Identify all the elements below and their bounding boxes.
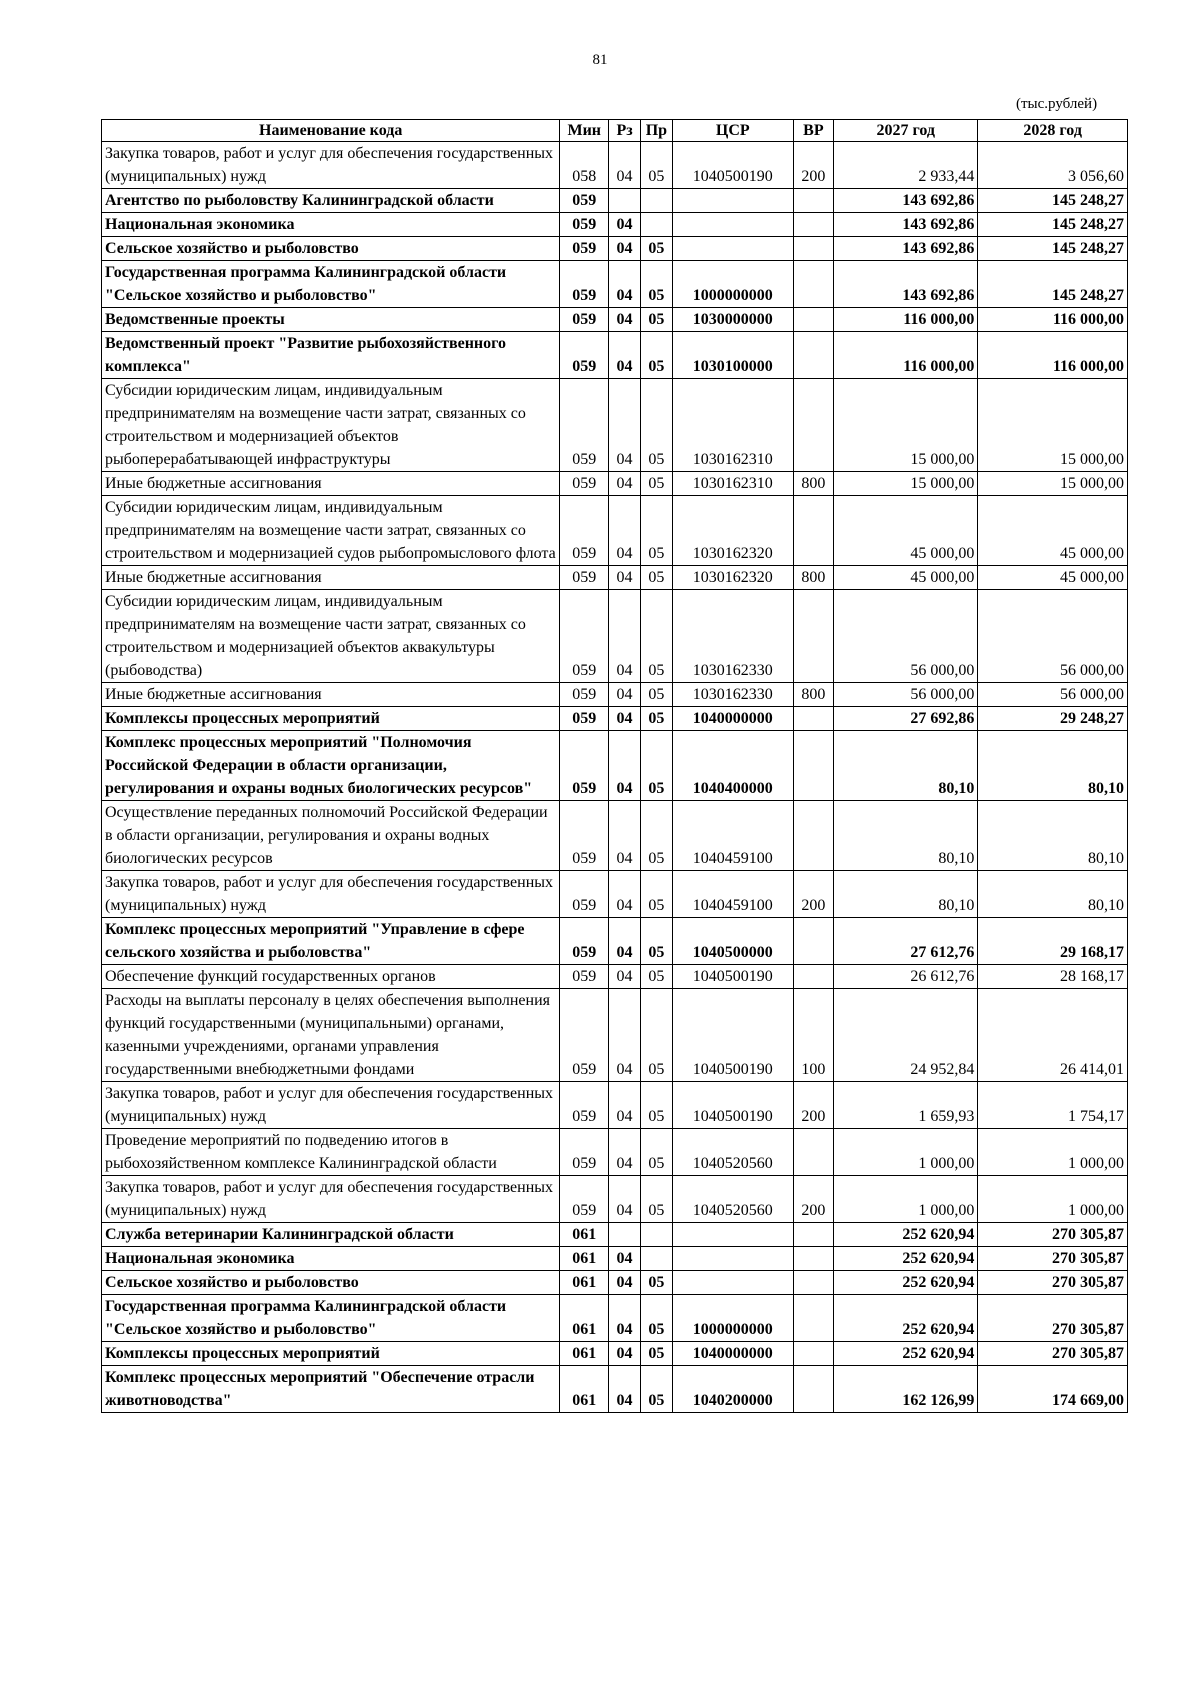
row-name: Субсидии юридическим лицам, индивидуальным предпринимателям на возмещение части затрат, связанных со строительством и модернизацией объектов аквакультуры (рыбоводства)	[102, 590, 560, 683]
row-pr: 05	[640, 801, 672, 871]
row-rz: 04	[609, 308, 641, 332]
row-vr: 100	[793, 989, 833, 1082]
table-row	[102, 1271, 1128, 1295]
row-2027: 1 000,00	[834, 1129, 978, 1176]
row-vr	[793, 1366, 833, 1413]
row-name: Сельское хозяйство и рыболовство	[102, 237, 560, 261]
table-row	[102, 472, 1128, 496]
row-rz: 04	[609, 1295, 641, 1342]
row-min: 061	[560, 1342, 609, 1366]
table-row	[102, 918, 1128, 965]
row-name: Закупка товаров, работ и услуг для обеспечения государственных (муниципальных) нужд	[102, 1082, 560, 1129]
row-pr: 05	[640, 379, 672, 472]
row-name: Агентство по рыболовству Калининградской области	[102, 189, 560, 213]
row-vr	[793, 1129, 833, 1176]
table-row	[102, 1082, 1128, 1129]
row-pr: 05	[640, 1295, 672, 1342]
row-name: Сельское хозяйство и рыболовство	[102, 1271, 560, 1295]
header-2027: 2027 год	[834, 120, 978, 142]
table-row	[102, 801, 1128, 871]
row-min: 059	[560, 308, 609, 332]
row-2027: 15 000,00	[834, 379, 978, 472]
row-csr: 1030100000	[672, 332, 793, 379]
row-pr: 05	[640, 1176, 672, 1223]
row-2027: 252 620,94	[834, 1342, 978, 1366]
row-vr: 800	[793, 566, 833, 590]
row-csr: 1040200000	[672, 1366, 793, 1413]
row-2028: 116 000,00	[978, 308, 1128, 332]
row-pr: 05	[640, 918, 672, 965]
header-min: Мин	[560, 120, 609, 142]
row-csr: 1030162330	[672, 590, 793, 683]
row-name: Закупка товаров, работ и услуг для обеспечения государственных (муниципальных) нужд	[102, 871, 560, 918]
row-2027: 1 000,00	[834, 1176, 978, 1223]
row-2027: 80,10	[834, 801, 978, 871]
row-pr: 05	[640, 590, 672, 683]
row-min: 059	[560, 1082, 609, 1129]
row-csr: 1040459100	[672, 801, 793, 871]
row-2028: 116 000,00	[978, 332, 1128, 379]
row-2027: 143 692,86	[834, 237, 978, 261]
row-min: 061	[560, 1271, 609, 1295]
row-pr: 05	[640, 472, 672, 496]
row-name: Ведомственные проекты	[102, 308, 560, 332]
row-rz: 04	[609, 472, 641, 496]
row-vr	[793, 213, 833, 237]
row-2027: 27 692,86	[834, 707, 978, 731]
row-pr: 05	[640, 142, 672, 189]
row-rz: 04	[609, 871, 641, 918]
row-rz: 04	[609, 1366, 641, 1413]
table-row	[102, 1129, 1128, 1176]
row-min: 059	[560, 965, 609, 989]
row-rz: 04	[609, 801, 641, 871]
row-min: 059	[560, 379, 609, 472]
row-name: Государственная программа Калининградской области "Сельское хозяйство и рыболовство"	[102, 1295, 560, 1342]
row-pr: 05	[640, 731, 672, 801]
row-csr: 1030162310	[672, 472, 793, 496]
row-name: Субсидии юридическим лицам, индивидуальным предпринимателям на возмещение части затрат, связанных со строительством и модернизацией судов рыбопромыслового флота	[102, 496, 560, 566]
row-pr: 05	[640, 261, 672, 308]
row-2028: 15 000,00	[978, 472, 1128, 496]
row-2027: 143 692,86	[834, 213, 978, 237]
table-row	[102, 189, 1128, 213]
table-row	[102, 213, 1128, 237]
row-min: 059	[560, 590, 609, 683]
units-label: (тыс.рублей)	[1016, 96, 1098, 112]
row-csr: 1040400000	[672, 731, 793, 801]
row-min: 059	[560, 683, 609, 707]
row-rz	[609, 1223, 641, 1247]
row-2027: 56 000,00	[834, 683, 978, 707]
row-rz: 04	[609, 379, 641, 472]
row-csr: 1040500190	[672, 142, 793, 189]
row-2028: 145 248,27	[978, 261, 1128, 308]
row-2028: 270 305,87	[978, 1342, 1128, 1366]
row-min: 061	[560, 1223, 609, 1247]
table-row	[102, 261, 1128, 308]
row-2027: 252 620,94	[834, 1247, 978, 1271]
row-csr	[672, 1223, 793, 1247]
table-header-row	[102, 120, 1128, 142]
row-csr: 1040500190	[672, 965, 793, 989]
row-pr: 05	[640, 683, 672, 707]
row-name: Иные бюджетные ассигнования	[102, 683, 560, 707]
row-2028: 45 000,00	[978, 496, 1128, 566]
row-2027: 45 000,00	[834, 566, 978, 590]
row-2027: 143 692,86	[834, 189, 978, 213]
table-row	[102, 237, 1128, 261]
row-min: 058	[560, 142, 609, 189]
row-name: Национальная экономика	[102, 1247, 560, 1271]
row-rz: 04	[609, 683, 641, 707]
row-2028: 145 248,27	[978, 189, 1128, 213]
table-row	[102, 1342, 1128, 1366]
row-rz: 04	[609, 989, 641, 1082]
row-name: Государственная программа Калининградской области "Сельское хозяйство и рыболовство"	[102, 261, 560, 308]
row-csr	[672, 1271, 793, 1295]
row-name: Закупка товаров, работ и услуг для обеспечения государственных (муниципальных) нужд	[102, 1176, 560, 1223]
row-csr	[672, 237, 793, 261]
row-min: 059	[560, 731, 609, 801]
row-2027: 26 612,76	[834, 965, 978, 989]
row-vr: 200	[793, 1176, 833, 1223]
row-rz: 04	[609, 1271, 641, 1295]
row-pr: 05	[640, 1342, 672, 1366]
row-vr	[793, 379, 833, 472]
row-vr	[793, 1295, 833, 1342]
row-2027: 252 620,94	[834, 1295, 978, 1342]
row-vr	[793, 189, 833, 213]
row-min: 059	[560, 801, 609, 871]
table-row	[102, 683, 1128, 707]
row-2028: 80,10	[978, 871, 1128, 918]
row-2028: 270 305,87	[978, 1295, 1128, 1342]
row-pr: 05	[640, 1271, 672, 1295]
row-name: Осуществление переданных полномочий Российской Федерации в области организации, регулирования и охраны водных биологических ресурсов	[102, 801, 560, 871]
row-vr	[793, 1223, 833, 1247]
header-pr: Пр	[640, 120, 672, 142]
row-rz	[609, 189, 641, 213]
row-2028: 270 305,87	[978, 1247, 1128, 1271]
header-2028: 2028 год	[978, 120, 1128, 142]
table-row	[102, 871, 1128, 918]
row-name: Иные бюджетные ассигнования	[102, 472, 560, 496]
header-csr: ЦСР	[672, 120, 793, 142]
row-2028: 29 168,17	[978, 918, 1128, 965]
table-row	[102, 1223, 1128, 1247]
row-name: Обеспечение функций государственных органов	[102, 965, 560, 989]
row-min: 059	[560, 189, 609, 213]
row-vr	[793, 1342, 833, 1366]
row-vr: 200	[793, 1082, 833, 1129]
row-2028: 26 414,01	[978, 989, 1128, 1082]
row-2028: 45 000,00	[978, 566, 1128, 590]
row-vr	[793, 590, 833, 683]
row-2028: 1 000,00	[978, 1176, 1128, 1223]
row-pr	[640, 1247, 672, 1271]
row-pr: 05	[640, 871, 672, 918]
header-vr: ВР	[793, 120, 833, 142]
row-2028: 3 056,60	[978, 142, 1128, 189]
row-vr	[793, 496, 833, 566]
row-rz: 04	[609, 332, 641, 379]
row-csr	[672, 1247, 793, 1271]
table-row	[102, 731, 1128, 801]
row-pr: 05	[640, 707, 672, 731]
row-rz: 04	[609, 496, 641, 566]
row-pr	[640, 189, 672, 213]
row-rz: 04	[609, 1176, 641, 1223]
table-row	[102, 1176, 1128, 1223]
row-2027: 143 692,86	[834, 261, 978, 308]
table-row	[102, 989, 1128, 1082]
row-min: 061	[560, 1247, 609, 1271]
row-csr: 1030000000	[672, 308, 793, 332]
row-2027: 252 620,94	[834, 1223, 978, 1247]
row-rz: 04	[609, 1129, 641, 1176]
row-rz: 04	[609, 965, 641, 989]
row-csr: 1040000000	[672, 1342, 793, 1366]
row-name: Субсидии юридическим лицам, индивидуальным предпринимателям на возмещение части затрат, связанных со строительством и модернизацией объектов рыбоперерабатывающей инфраструктуры	[102, 379, 560, 472]
row-vr	[793, 308, 833, 332]
row-vr: 800	[793, 683, 833, 707]
row-rz: 04	[609, 142, 641, 189]
row-vr	[793, 332, 833, 379]
row-vr	[793, 237, 833, 261]
row-csr: 1040500190	[672, 1082, 793, 1129]
row-2028: 56 000,00	[978, 683, 1128, 707]
row-2028: 80,10	[978, 731, 1128, 801]
row-csr: 1040520560	[672, 1176, 793, 1223]
header-rz: Рз	[609, 120, 641, 142]
row-vr: 200	[793, 142, 833, 189]
table-row	[102, 308, 1128, 332]
row-name: Комплекс процессных мероприятий "Управление в сфере сельского хозяйства и рыболовства"	[102, 918, 560, 965]
row-vr	[793, 965, 833, 989]
table-row	[102, 1295, 1128, 1342]
row-vr	[793, 918, 833, 965]
table-row	[102, 1247, 1128, 1271]
page-number: 81	[592, 52, 608, 68]
table-row	[102, 379, 1128, 472]
row-2027: 45 000,00	[834, 496, 978, 566]
row-rz: 04	[609, 261, 641, 308]
row-pr: 05	[640, 308, 672, 332]
row-2027: 56 000,00	[834, 590, 978, 683]
row-pr: 05	[640, 989, 672, 1082]
row-vr: 200	[793, 871, 833, 918]
row-pr: 05	[640, 965, 672, 989]
row-2027: 15 000,00	[834, 472, 978, 496]
row-2028: 28 168,17	[978, 965, 1128, 989]
row-vr	[793, 1271, 833, 1295]
table-row	[102, 496, 1128, 566]
row-2028: 29 248,27	[978, 707, 1128, 731]
row-name: Ведомственный проект "Развитие рыбохозяйственного комплекса"	[102, 332, 560, 379]
row-csr: 1000000000	[672, 1295, 793, 1342]
row-min: 059	[560, 1129, 609, 1176]
row-vr	[793, 801, 833, 871]
row-min: 059	[560, 918, 609, 965]
row-name: Иные бюджетные ассигнования	[102, 566, 560, 590]
row-pr: 05	[640, 566, 672, 590]
row-csr	[672, 189, 793, 213]
row-vr	[793, 707, 833, 731]
row-2028: 270 305,87	[978, 1271, 1128, 1295]
row-2027: 1 659,93	[834, 1082, 978, 1129]
row-min: 059	[560, 472, 609, 496]
row-csr: 1040459100	[672, 871, 793, 918]
row-pr	[640, 213, 672, 237]
row-csr: 1000000000	[672, 261, 793, 308]
row-min: 059	[560, 871, 609, 918]
row-pr: 05	[640, 1082, 672, 1129]
row-rz: 04	[609, 566, 641, 590]
row-2028: 56 000,00	[978, 590, 1128, 683]
row-2028: 1 754,17	[978, 1082, 1128, 1129]
row-name: Комплекс процессных мероприятий "Полномочия Российской Федерации в области организации, регулирования и охраны водных биологических ресурсов"	[102, 731, 560, 801]
row-csr: 1040000000	[672, 707, 793, 731]
row-csr: 1030162320	[672, 496, 793, 566]
row-rz: 04	[609, 1082, 641, 1129]
row-pr: 05	[640, 332, 672, 379]
row-csr: 1030162310	[672, 379, 793, 472]
row-rz: 04	[609, 1247, 641, 1271]
row-2028: 15 000,00	[978, 379, 1128, 472]
row-2027: 2 933,44	[834, 142, 978, 189]
header-name: Наименование кода	[102, 120, 560, 142]
row-2028: 270 305,87	[978, 1223, 1128, 1247]
row-csr: 1040520560	[672, 1129, 793, 1176]
row-name: Расходы на выплаты персоналу в целях обеспечения выполнения функций государственными (муниципальными) органами, казенными учреждениями, органами управления государственными внебюджетными фондами	[102, 989, 560, 1082]
row-name: Национальная экономика	[102, 213, 560, 237]
row-2027: 116 000,00	[834, 332, 978, 379]
table-row	[102, 707, 1128, 731]
row-name: Комплексы процессных мероприятий	[102, 1342, 560, 1366]
row-vr	[793, 731, 833, 801]
row-rz: 04	[609, 213, 641, 237]
table-row	[102, 590, 1128, 683]
row-min: 059	[560, 707, 609, 731]
row-pr: 05	[640, 1366, 672, 1413]
row-csr: 1030162320	[672, 566, 793, 590]
table-row	[102, 332, 1128, 379]
table-row	[102, 965, 1128, 989]
row-min: 059	[560, 989, 609, 1082]
row-rz: 04	[609, 237, 641, 261]
row-min: 059	[560, 213, 609, 237]
row-min: 061	[560, 1295, 609, 1342]
row-csr: 1030162330	[672, 683, 793, 707]
row-name: Закупка товаров, работ и услуг для обеспечения государственных (муниципальных) нужд	[102, 142, 560, 189]
row-csr: 1040500190	[672, 989, 793, 1082]
row-2027: 162 126,99	[834, 1366, 978, 1413]
row-min: 059	[560, 332, 609, 379]
row-min: 059	[560, 261, 609, 308]
row-name: Комплекс процессных мероприятий "Обеспечение отрасли животноводства"	[102, 1366, 560, 1413]
row-min: 059	[560, 1176, 609, 1223]
row-2027: 116 000,00	[834, 308, 978, 332]
row-pr	[640, 1223, 672, 1247]
row-vr	[793, 261, 833, 308]
row-min: 061	[560, 1366, 609, 1413]
row-rz: 04	[609, 918, 641, 965]
row-min: 059	[560, 496, 609, 566]
row-vr	[793, 1247, 833, 1271]
row-csr: 1040500000	[672, 918, 793, 965]
row-pr: 05	[640, 496, 672, 566]
table-row	[102, 142, 1128, 189]
table-row	[102, 1366, 1128, 1413]
row-rz: 04	[609, 1342, 641, 1366]
row-2027: 80,10	[834, 871, 978, 918]
row-name: Проведение мероприятий по подведению итогов в рыбохозяйственном комплексе Калининградской области	[102, 1129, 560, 1176]
row-2028: 145 248,27	[978, 237, 1128, 261]
row-csr	[672, 213, 793, 237]
row-2028: 145 248,27	[978, 213, 1128, 237]
row-pr: 05	[640, 1129, 672, 1176]
row-2027: 24 952,84	[834, 989, 978, 1082]
row-vr: 800	[793, 472, 833, 496]
row-2028: 80,10	[978, 801, 1128, 871]
row-name: Служба ветеринарии Калининградской области	[102, 1223, 560, 1247]
row-2027: 80,10	[834, 731, 978, 801]
row-rz: 04	[609, 707, 641, 731]
row-2028: 174 669,00	[978, 1366, 1128, 1413]
row-2027: 27 612,76	[834, 918, 978, 965]
row-rz: 04	[609, 731, 641, 801]
row-rz: 04	[609, 590, 641, 683]
row-2028: 1 000,00	[978, 1129, 1128, 1176]
row-pr: 05	[640, 237, 672, 261]
row-min: 059	[560, 237, 609, 261]
row-min: 059	[560, 566, 609, 590]
table-row	[102, 566, 1128, 590]
budget-table	[101, 119, 1128, 1413]
row-2027: 252 620,94	[834, 1271, 978, 1295]
row-name: Комплексы процессных мероприятий	[102, 707, 560, 731]
